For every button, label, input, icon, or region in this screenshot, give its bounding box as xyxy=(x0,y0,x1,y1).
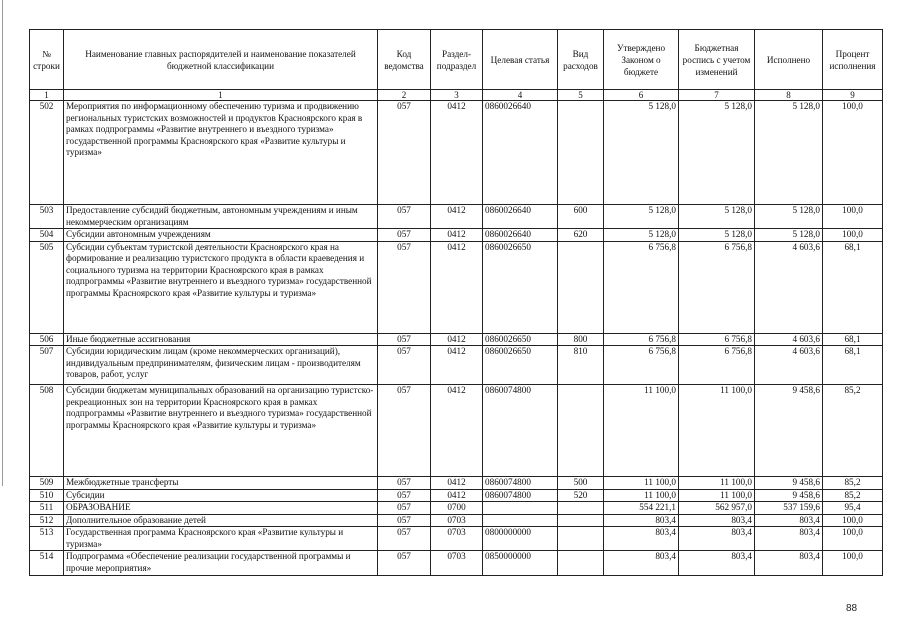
approved-amount: 6 756,8 xyxy=(604,241,679,333)
expense-type xyxy=(558,385,604,477)
dept-code: 057 xyxy=(378,502,431,515)
schedule-amount: 5 128,0 xyxy=(679,101,755,205)
execution-percent: 68,1 xyxy=(823,333,883,346)
column-number: 8 xyxy=(755,90,823,101)
row-number: 503 xyxy=(30,205,64,229)
executed-amount: 5 128,0 xyxy=(755,101,823,205)
row-number: 507 xyxy=(30,346,64,385)
table-row xyxy=(30,241,883,333)
column-number: 5 xyxy=(558,90,604,101)
approved-amount: 803,4 xyxy=(604,527,679,551)
executed-amount: 803,4 xyxy=(755,514,823,527)
executed-amount: 9 458,6 xyxy=(755,477,823,490)
table-row xyxy=(30,229,883,242)
header-budget-schedule: Бюджетная роспись с учетом изменений xyxy=(679,30,755,90)
approved-amount: 5 128,0 xyxy=(604,205,679,229)
section-code: 0703 xyxy=(431,514,483,527)
section-code: 0412 xyxy=(431,101,483,205)
table-row xyxy=(30,333,883,346)
schedule-amount: 6 756,8 xyxy=(679,346,755,385)
column-number: 7 xyxy=(679,90,755,101)
approved-amount: 803,4 xyxy=(604,551,679,576)
executed-amount: 803,4 xyxy=(755,527,823,551)
row-number: 502 xyxy=(30,101,64,205)
approved-amount: 6 756,8 xyxy=(604,346,679,385)
column-number-row xyxy=(30,90,883,101)
row-name: Подпрограмма «Обеспечение реализации государственной программы и прочие мероприятия» xyxy=(64,551,378,576)
execution-percent: 68,1 xyxy=(823,346,883,385)
row-number: 512 xyxy=(30,514,64,527)
schedule-amount: 11 100,0 xyxy=(679,489,755,502)
dept-code: 057 xyxy=(378,205,431,229)
row-name: Предоставление субсидий бюджетным, автономным учреждениям и иным некоммерческим организациям xyxy=(64,205,378,229)
row-name: Иные бюджетные ассигнования xyxy=(64,333,378,346)
approved-amount: 11 100,0 xyxy=(604,489,679,502)
execution-percent: 85,2 xyxy=(823,489,883,502)
column-number: 6 xyxy=(604,90,679,101)
header-dept-code: Код ведомства xyxy=(378,30,431,90)
header-executed: Исполнено xyxy=(755,30,823,90)
target-article: 0860074800 xyxy=(483,477,558,490)
execution-percent: 100,0 xyxy=(823,229,883,242)
table-row xyxy=(30,514,883,527)
execution-percent: 100,0 xyxy=(823,101,883,205)
row-name: Субсидии юридическим лицам (кроме некоммерческих организаций), индивидуальным предпринимателям, физическим лицам - производителям товаров, работ, услуг xyxy=(64,346,378,385)
schedule-amount: 562 957,0 xyxy=(679,502,755,515)
dept-code: 057 xyxy=(378,514,431,527)
execution-percent: 100,0 xyxy=(823,205,883,229)
expense-type: 800 xyxy=(558,333,604,346)
expense-type: 600 xyxy=(558,205,604,229)
table-row xyxy=(30,551,883,576)
column-number: 1 xyxy=(30,90,64,101)
header-section: Раздел-подраздел xyxy=(431,30,483,90)
column-number: 9 xyxy=(823,90,883,101)
header-target-article: Целевая статья xyxy=(483,30,558,90)
executed-amount: 4 603,6 xyxy=(755,346,823,385)
header-row xyxy=(30,30,883,90)
expense-type: 520 xyxy=(558,489,604,502)
schedule-amount: 6 756,8 xyxy=(679,241,755,333)
execution-percent: 100,0 xyxy=(823,551,883,576)
execution-percent: 95,4 xyxy=(823,502,883,515)
executed-amount: 803,4 xyxy=(755,551,823,576)
row-number: 510 xyxy=(30,489,64,502)
dept-code: 057 xyxy=(378,385,431,477)
row-number: 514 xyxy=(30,551,64,576)
row-name: Субсидии бюджетам муниципальных образований на организацию туристско-рекреационных зон на территории Красноярского края в рамках подпрограммы «Развитие внутреннего и въездного туризма» государственной программы Красноярского края «Развитие культуры и туризма» xyxy=(64,385,378,477)
row-number: 511 xyxy=(30,502,64,515)
approved-amount: 554 221,1 xyxy=(604,502,679,515)
target-article: 0860026650 xyxy=(483,333,558,346)
dept-code: 057 xyxy=(378,527,431,551)
dept-code: 057 xyxy=(378,477,431,490)
row-name: Мероприятия по информационному обеспечению туризма и продвижению региональных туристских возможностей и продуктов Красноярского края в рамках подпрограммы «Развитие внутреннего и въездного туризма» государственной программы Красноярского края «Развитие культуры и туризма» xyxy=(64,101,378,205)
expense-type: 620 xyxy=(558,229,604,242)
section-code: 0412 xyxy=(431,489,483,502)
approved-amount: 11 100,0 xyxy=(604,477,679,490)
row-number: 509 xyxy=(30,477,64,490)
expense-type: 810 xyxy=(558,346,604,385)
row-number: 508 xyxy=(30,385,64,477)
section-code: 0412 xyxy=(431,385,483,477)
table-row xyxy=(30,489,883,502)
schedule-amount: 803,4 xyxy=(679,527,755,551)
row-name: Межбюджетные трансферты xyxy=(64,477,378,490)
section-code: 0703 xyxy=(431,551,483,576)
dept-code: 057 xyxy=(378,489,431,502)
header-expense-type: Вид расходов xyxy=(558,30,604,90)
header-name: Наименование главных распорядителей и наименование показателей бюджетной классификации xyxy=(64,30,378,90)
table-row xyxy=(30,346,883,385)
schedule-amount: 803,4 xyxy=(679,551,755,576)
expense-type xyxy=(558,551,604,576)
executed-amount: 4 603,6 xyxy=(755,241,823,333)
execution-percent: 100,0 xyxy=(823,527,883,551)
target-article: 0850000000 xyxy=(483,551,558,576)
execution-percent: 100,0 xyxy=(823,514,883,527)
table-row xyxy=(30,385,883,477)
column-number: 4 xyxy=(483,90,558,101)
dept-code: 057 xyxy=(378,101,431,205)
approved-amount: 803,4 xyxy=(604,514,679,527)
schedule-amount: 6 756,8 xyxy=(679,333,755,346)
dept-code: 057 xyxy=(378,346,431,385)
section-code: 0412 xyxy=(431,241,483,333)
table-row xyxy=(30,205,883,229)
column-number: 1 xyxy=(64,90,378,101)
schedule-amount: 11 100,0 xyxy=(679,385,755,477)
approved-amount: 5 128,0 xyxy=(604,101,679,205)
header-row-number: № строки xyxy=(30,30,64,90)
target-article: 0860026640 xyxy=(483,101,558,205)
header-percent: Процент исполнения xyxy=(823,30,883,90)
section-code: 0700 xyxy=(431,502,483,515)
dept-code: 057 xyxy=(378,333,431,346)
column-number: 3 xyxy=(431,90,483,101)
section-code: 0703 xyxy=(431,527,483,551)
row-name: Субсидии автономным учреждениям xyxy=(64,229,378,242)
expense-type xyxy=(558,527,604,551)
budget-execution-table xyxy=(29,29,883,576)
expense-type xyxy=(558,101,604,205)
section-code: 0412 xyxy=(431,229,483,242)
approved-amount: 11 100,0 xyxy=(604,385,679,477)
table-row xyxy=(30,527,883,551)
target-article: 0860026640 xyxy=(483,205,558,229)
dept-code: 057 xyxy=(378,229,431,242)
row-number: 505 xyxy=(30,241,64,333)
target-article: 0860074800 xyxy=(483,489,558,502)
row-number: 513 xyxy=(30,527,64,551)
schedule-amount: 5 128,0 xyxy=(679,205,755,229)
dept-code: 057 xyxy=(378,551,431,576)
executed-amount: 5 128,0 xyxy=(755,205,823,229)
executed-amount: 9 458,6 xyxy=(755,385,823,477)
approved-amount: 5 128,0 xyxy=(604,229,679,242)
page-number: 88 xyxy=(846,603,858,614)
section-code: 0412 xyxy=(431,346,483,385)
row-number: 506 xyxy=(30,333,64,346)
header-approved: Утверждено Законом о бюджете xyxy=(604,30,679,90)
dept-code: 057 xyxy=(378,241,431,333)
target-article xyxy=(483,514,558,527)
section-code: 0412 xyxy=(431,477,483,490)
approved-amount: 6 756,8 xyxy=(604,333,679,346)
expense-type xyxy=(558,514,604,527)
row-name: Субсидии субъектам туристской деятельности Красноярского края на формирование и реализацию туристского продукта в области краеведения и социального туризма на территории Красноярского края в рамках подпрограммы «Развитие внутреннего и въездного туризма» государственной программы Красноярского края «Развитие культуры и туризма» xyxy=(64,241,378,333)
target-article: 0860026650 xyxy=(483,241,558,333)
column-number: 2 xyxy=(378,90,431,101)
table-body xyxy=(30,101,883,576)
row-name: Дополнительное образование детей xyxy=(64,514,378,527)
schedule-amount: 803,4 xyxy=(679,514,755,527)
section-code: 0412 xyxy=(431,333,483,346)
table-row xyxy=(30,502,883,515)
executed-amount: 9 458,6 xyxy=(755,489,823,502)
executed-amount: 4 603,6 xyxy=(755,333,823,346)
section-code: 0412 xyxy=(431,205,483,229)
page-edge-line xyxy=(2,0,3,486)
row-name: Государственная программа Красноярского края «Развитие культуры и туризма» xyxy=(64,527,378,551)
executed-amount: 5 128,0 xyxy=(755,229,823,242)
schedule-amount: 5 128,0 xyxy=(679,229,755,242)
executed-amount: 537 159,6 xyxy=(755,502,823,515)
row-name: Субсидии xyxy=(64,489,378,502)
target-article: 0860074800 xyxy=(483,385,558,477)
schedule-amount: 11 100,0 xyxy=(679,477,755,490)
target-article: 0860026650 xyxy=(483,346,558,385)
execution-percent: 68,1 xyxy=(823,241,883,333)
expense-type xyxy=(558,502,604,515)
execution-percent: 85,2 xyxy=(823,477,883,490)
expense-type: 500 xyxy=(558,477,604,490)
row-name: ОБРАЗОВАНИЕ xyxy=(64,502,378,515)
target-article: 0860026640 xyxy=(483,229,558,242)
expense-type xyxy=(558,241,604,333)
target-article: 0800000000 xyxy=(483,527,558,551)
table-row xyxy=(30,477,883,490)
table-row xyxy=(30,101,883,205)
execution-percent: 85,2 xyxy=(823,385,883,477)
row-number: 504 xyxy=(30,229,64,242)
target-article xyxy=(483,502,558,515)
